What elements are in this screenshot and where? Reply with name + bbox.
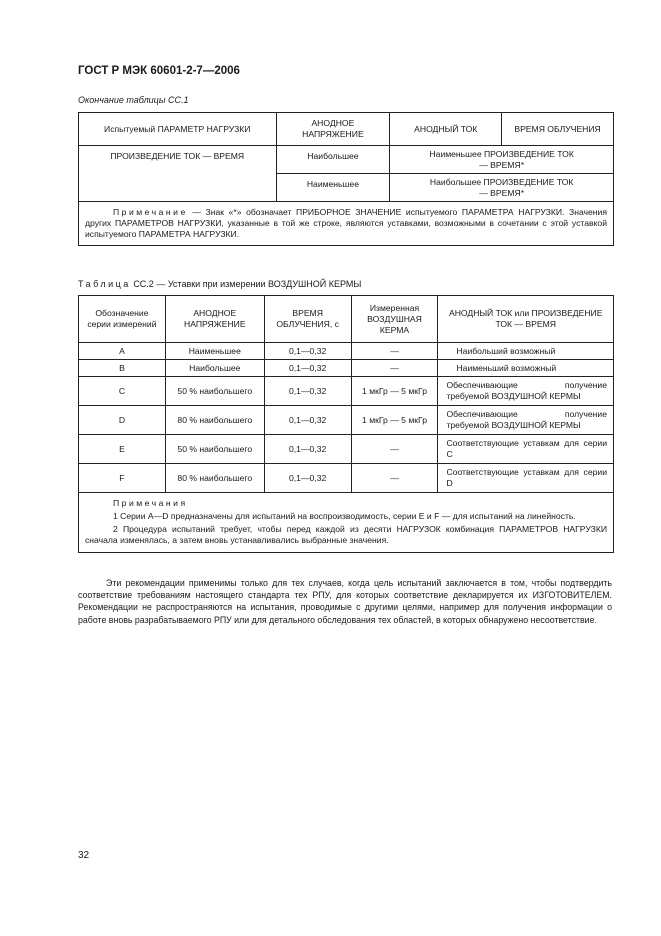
header-cell: АНОДНЫЙ ТОК: [390, 113, 502, 146]
table-label: Таблица: [78, 279, 131, 289]
table-cell: Наибольшее: [165, 360, 264, 377]
header-cell: ВРЕМЯ ОБЛУЧЕНИЯ: [502, 113, 614, 146]
table-row: [79, 377, 614, 406]
table-cc1-end: [78, 112, 614, 246]
header-cell: Обозначение серии измерений: [79, 296, 166, 343]
table-cell: Наименьшее: [276, 174, 390, 202]
table-cell: A: [79, 343, 166, 360]
document-header: ГОСТ Р МЭК 60601-2-7—2006: [78, 65, 240, 77]
header-cell: ВРЕМЯ ОБЛУЧЕНИЯ, с: [264, 296, 351, 343]
header-cell: АНОДНОЕ НАПРЯЖЕНИЕ: [165, 296, 264, 343]
table-header-row: [79, 113, 614, 146]
table-cell: 0,1—0,32: [264, 435, 351, 464]
page-number: 32: [78, 850, 90, 861]
table-cell: D: [79, 406, 166, 435]
body-paragraph: Эти рекомендации применимы только для тех случаев, когда цель испытаний заключается в том, чтобы подтвердить соответствие требованиям настоящего стандарта тех РПУ, для которых соответствие декларируется их ИЗГОТОВИТЕЛЕМ. Рекомендации не распространяются на испытания, проводимые с другими целями, например для получения информации о работе вновь разрабатываемого РПУ или для детального обследования тех областей, в которых обнаружено несоответствие.: [78, 578, 612, 625]
note-1: 1 Серии A—D предназначены для испытаний на воспроизводимость, серии E и F — для испытаний на линейность.: [113, 511, 576, 521]
table-cell: 80 % наибольшего: [165, 464, 264, 493]
table-cell: 0,1—0,32: [264, 360, 351, 377]
table-cell: —: [351, 360, 438, 377]
table-cell: —: [351, 343, 438, 360]
table-row: [79, 464, 614, 493]
table-title: СС.2 — Уставки при измерении ВОЗДУШНОЙ КЕРМЫ: [133, 279, 362, 289]
table-cell: 50 % наибольшего: [165, 435, 264, 464]
table-cell: 1 мкГр — 5 мкГр: [351, 406, 438, 435]
header-cell: Измеренная ВОЗДУШНАЯ КЕРМА: [351, 296, 438, 343]
table-cell: —: [351, 435, 438, 464]
table-row: [79, 406, 614, 435]
table-cell: Наибольший возможный: [438, 343, 614, 360]
table-notes-row: [79, 493, 614, 553]
table-cell: 0,1—0,32: [264, 464, 351, 493]
header-cell: Испытуемый ПАРАМЕТР НАГРУЗКИ: [79, 113, 277, 146]
table-cell: ПРОИЗВЕДЕНИЕ ТОК — ВРЕМЯ: [79, 146, 277, 202]
notes-label: Примечания: [113, 498, 188, 508]
header-cell: АНОДНЫЙ ТОК или ПРОИЗВЕДЕНИЕ ТОК — ВРЕМЯ: [438, 296, 614, 343]
table-header-row: [79, 296, 614, 343]
table1-caption: Окончание таблицы СС.1: [78, 95, 189, 105]
header-cell: АНОДНОЕ НАПРЯЖЕНИЕ: [276, 113, 390, 146]
table-cell: E: [79, 435, 166, 464]
table-cell: Наименьшее ПРОИЗВЕДЕНИЕ ТОК — ВРЕМЯ*: [390, 146, 614, 174]
note-label: Примечание: [113, 207, 188, 217]
table-cell: 0,1—0,32: [264, 343, 351, 360]
table-row: [79, 360, 614, 377]
table-row: [79, 343, 614, 360]
table-cell: Обеспечивающие получение требуемой ВОЗДУШНОЙ КЕРМЫ: [438, 406, 614, 435]
table-cell: 1 мкГр — 5 мкГр: [351, 377, 438, 406]
table-cell: 0,1—0,32: [264, 406, 351, 435]
table-note: [79, 202, 614, 246]
table-cell: Наибольшее: [276, 146, 390, 174]
table2-caption: [78, 279, 361, 289]
table-cc2: [78, 295, 614, 553]
table-cell: —: [351, 464, 438, 493]
table-cell: Соответствующие уставкам для серии C: [438, 435, 614, 464]
table-row: [79, 435, 614, 464]
table-cell: Наименьшее: [165, 343, 264, 360]
table-cell: 0,1—0,32: [264, 377, 351, 406]
table-note-row: [79, 202, 614, 246]
table-cell: 80 % наибольшего: [165, 406, 264, 435]
table-cell: B: [79, 360, 166, 377]
table-cell: Обеспечивающие получение требуемой ВОЗДУШНОЙ КЕРМЫ: [438, 377, 614, 406]
table-notes: [79, 493, 614, 553]
table-cell: Соответствующие уставкам для серии D: [438, 464, 614, 493]
table-cell: Наименьший возможный: [438, 360, 614, 377]
table-cell: C: [79, 377, 166, 406]
note-text: — Знак «*» обозначает ПРИБОРНОЕ ЗНАЧЕНИЕ испытуемого ПАРАМЕТРА НАГРУЗКИ. Значения других ПАРАМЕТРОВ НАГРУЗКИ, указанные в той же строке, являются уставками, возможными в сочетании с этой уставкой испытуемого ПАРАМЕТРА НАГРУЗКИ.: [85, 207, 607, 239]
table-cell: Наибольшее ПРОИЗВЕДЕНИЕ ТОК — ВРЕМЯ*: [390, 174, 614, 202]
table-cell: F: [79, 464, 166, 493]
table-cell: 50 % наибольшего: [165, 377, 264, 406]
note-2: 2 Процедура испытаний требует, чтобы перед каждой из десяти НАГРУЗОК комбинация ПАРАМЕТРОВ НАГРУЗКИ сначала изменялась, а затем вновь устанавливались выбранные значения.: [85, 524, 607, 545]
table-row: [79, 146, 614, 174]
